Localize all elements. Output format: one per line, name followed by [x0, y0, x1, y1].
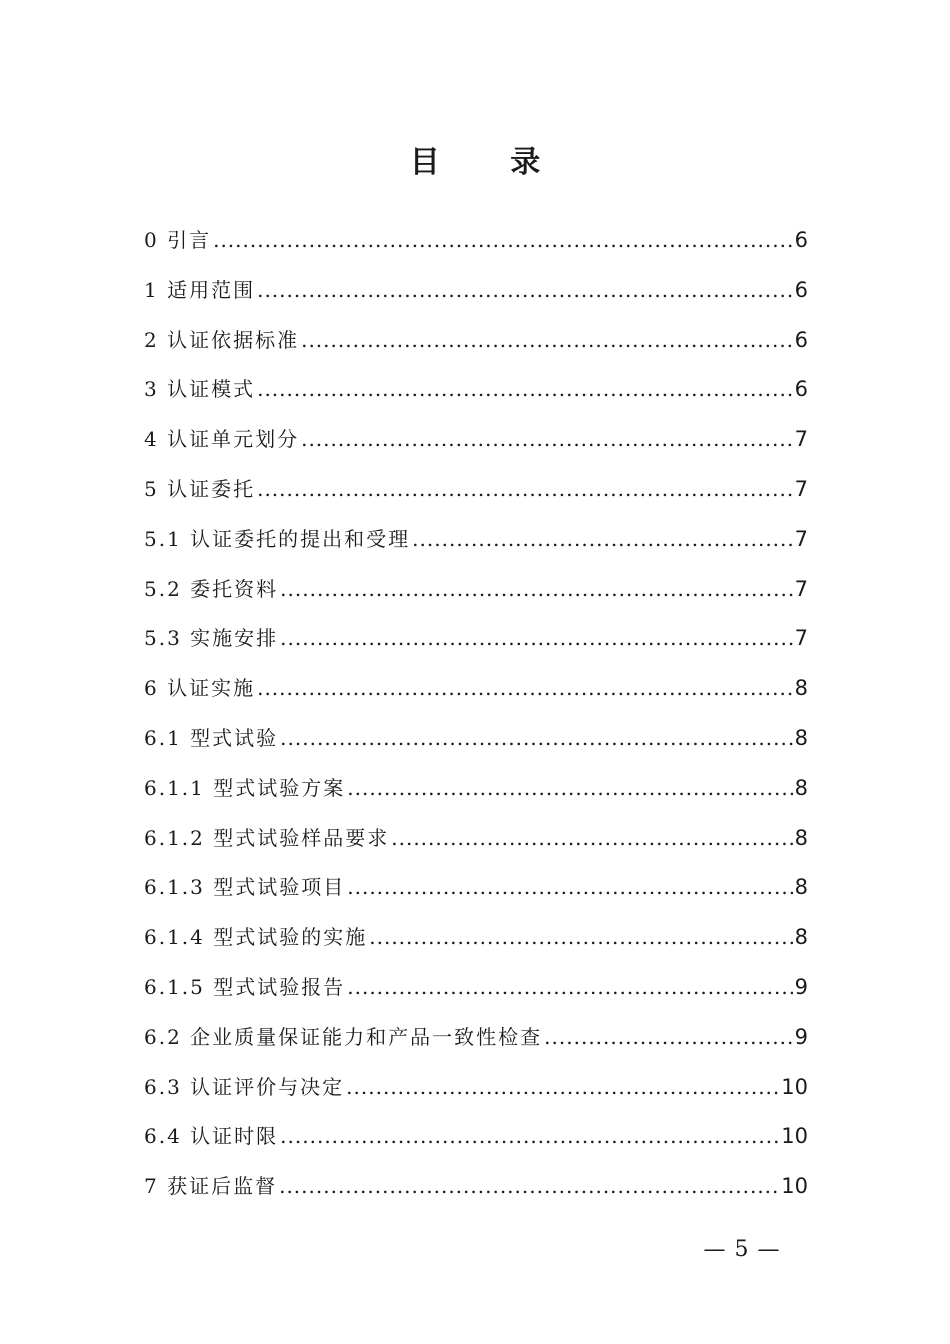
toc-dot-leader: [347, 867, 792, 907]
toc-entry-text: 1 适用范围: [144, 277, 256, 302]
toc-entry-text: 3 认证模式: [144, 377, 256, 402]
toc-entry-text: 6.1.2 型式试验样品要求: [144, 825, 390, 850]
toc-entry-text: 4 认证单元划分: [144, 427, 300, 452]
toc-entry-page-number: 6: [794, 377, 808, 402]
toc-entry[interactable]: [144, 369, 808, 419]
toc-entry-page-number: 7: [794, 427, 808, 452]
toc-entry[interactable]: [144, 469, 808, 519]
toc-entry[interactable]: [144, 818, 808, 868]
toc-entry-text: 7 获证后监督: [144, 1174, 278, 1199]
toc-entry[interactable]: [144, 618, 808, 668]
toc-entry-text: 6.1.4 型式试验的实施: [144, 925, 368, 950]
toc-dot-leader: [257, 668, 793, 708]
toc-dot-leader: [301, 419, 793, 459]
toc-entry[interactable]: [144, 967, 808, 1017]
toc-entry[interactable]: [144, 668, 808, 718]
toc-entry-page-number: 7: [794, 626, 808, 651]
toc-dot-leader: [257, 469, 793, 509]
toc-entry-text: 6.1.1 型式试验方案: [144, 775, 346, 800]
toc-entry-text: 5.3 实施安排: [144, 626, 279, 651]
toc-entry[interactable]: [144, 419, 808, 469]
toc-dot-leader: [544, 1017, 792, 1057]
toc-entry[interactable]: [144, 917, 808, 967]
toc-entry-page-number: 7: [794, 526, 808, 551]
toc-entry-page-number: 8: [794, 875, 808, 900]
toc-entry-page-number: 6: [794, 327, 808, 352]
toc-entry-page-number: 8: [794, 676, 808, 701]
toc-dot-leader: [301, 320, 793, 360]
toc-entry-text: 6.2 企业质量保证能力和产品一致性检查: [144, 1024, 543, 1049]
toc-dot-leader: [346, 1067, 779, 1107]
toc-dot-leader: [257, 369, 793, 409]
toc-entry-text: 6 认证实施: [144, 676, 256, 701]
toc-dot-leader: [280, 1116, 779, 1156]
toc-entry-text: 5.1 认证委托的提出和受理: [144, 526, 411, 551]
toc-entry[interactable]: [144, 1116, 808, 1166]
toc-entry-text: 6.3 认证评价与决定: [144, 1074, 345, 1099]
toc-dot-leader: [412, 519, 792, 559]
toc-entry[interactable]: [144, 519, 808, 569]
toc-title: 目 录: [409, 145, 571, 180]
toc-entry-text: 6.4 认证时限: [144, 1124, 279, 1149]
toc-entry-text: 6.1 型式试验: [144, 725, 279, 750]
toc-entry[interactable]: [144, 1017, 808, 1067]
toc-entry[interactable]: [144, 1067, 808, 1117]
toc-entry-page-number: 10: [781, 1174, 808, 1199]
toc-entry-text: 0 引言: [144, 228, 212, 252]
toc-entry[interactable]: [144, 569, 808, 619]
toc-entry-page-number: 10: [781, 1074, 808, 1099]
toc-dot-leader: [280, 718, 792, 758]
toc-entry-page-number: 6: [794, 277, 808, 302]
toc-entry-page-number: 7: [794, 576, 808, 601]
toc-entry[interactable]: [144, 320, 808, 370]
toc-entry-text: 5.2 委托资料: [144, 576, 279, 601]
page-number: — 5 —: [703, 1237, 781, 1262]
toc-dot-leader: [347, 768, 792, 808]
toc-dot-leader: [213, 220, 793, 260]
toc-entry-text: 2 认证依据标准: [144, 327, 300, 352]
toc-entry-page-number: 8: [794, 725, 808, 750]
toc-entry-page-number: 7: [794, 476, 808, 501]
toc-dot-leader: [280, 618, 792, 658]
toc-entry[interactable]: [144, 768, 808, 818]
toc-entry-page-number: 10: [781, 1124, 808, 1149]
toc-entry[interactable]: [144, 220, 808, 270]
toc-entry-page-number: 8: [794, 825, 808, 850]
toc-dot-leader: [347, 967, 792, 1007]
toc-list: [144, 220, 808, 1216]
toc-entry[interactable]: [144, 718, 808, 768]
toc-entry[interactable]: [144, 867, 808, 917]
toc-dot-leader: [257, 270, 793, 310]
toc-entry[interactable]: [144, 270, 808, 320]
toc-dot-leader: [280, 569, 792, 609]
toc-entry-text: 6.1.5 型式试验报告: [144, 974, 346, 999]
toc-dot-leader: [369, 917, 792, 957]
toc-entry-page-number: 8: [794, 775, 808, 800]
toc-dot-leader: [391, 818, 792, 858]
toc-entry-text: 6.1.3 型式试验项目: [144, 875, 346, 900]
toc-dot-leader: [279, 1166, 779, 1206]
toc-entry-text: 5 认证委托: [144, 476, 256, 501]
toc-entry-page-number: 9: [794, 974, 808, 999]
toc-entry[interactable]: [144, 1166, 808, 1216]
toc-entry-page-number: 8: [794, 925, 808, 950]
toc-entry-page-number: 9: [794, 1024, 808, 1049]
toc-entry-page-number: 6: [794, 228, 808, 252]
